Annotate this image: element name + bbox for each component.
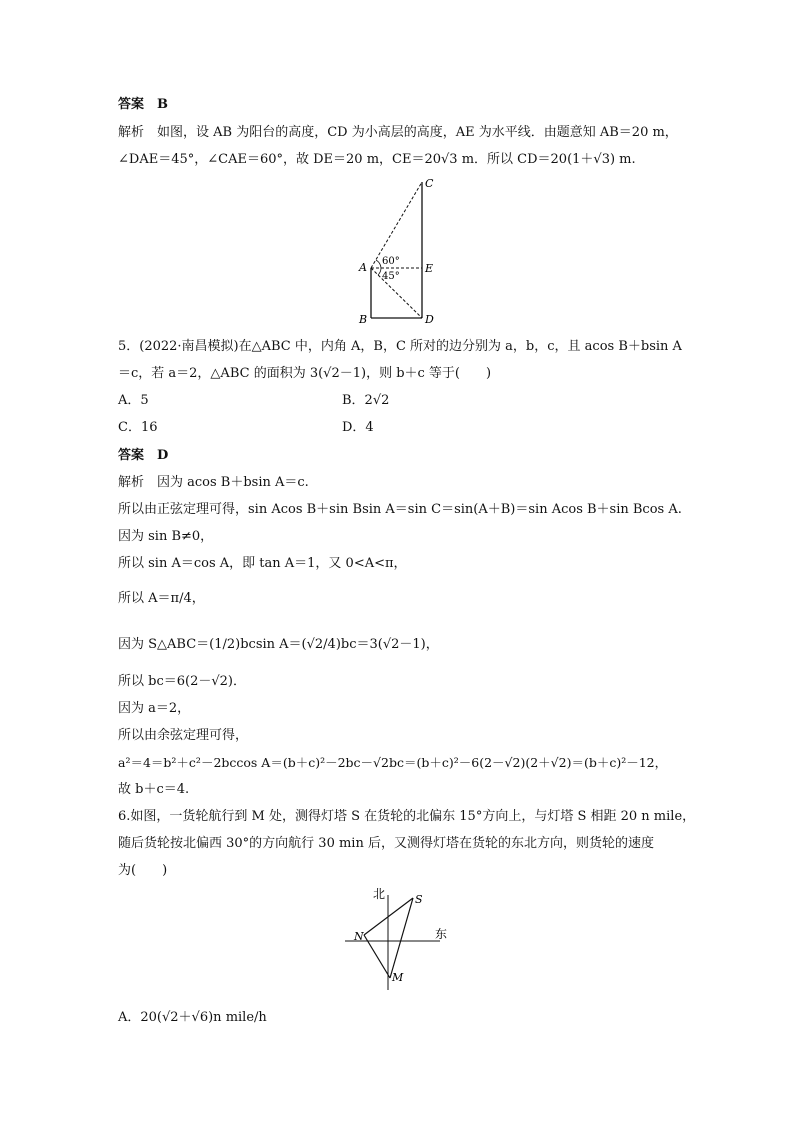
option-5-B: B．2√2: [342, 393, 390, 408]
label-angle-45: 45°: [382, 271, 400, 282]
question-5-line-2: ＝c，若 a＝2，△ABC 的面积为 3(√2－1)，则 b＋c 等于( ): [118, 366, 492, 381]
question-5-line-1: 5．(2022·南昌模拟)在△ABC 中，内角 A，B，C 所对的边分别为 a，b，c，且 acos B＋bsin A: [118, 339, 682, 354]
analysis-5-line-6: 因为 S△ABC＝(1/2)bcsin A＝(√2/4)bc＝3(√2－1)，: [118, 637, 439, 652]
analysis-5-line-10: a²＝4＝b²＋c²－2bccos A＝(b＋c)²－2bc－√2bc＝(b＋c)²－6(2－√2)(2＋√2)＝(b＋c)²－12，: [118, 755, 668, 770]
label-A: A: [359, 261, 367, 274]
figure-balcony-building: [350, 172, 450, 328]
analysis-5-line-8: 因为 a＝2，: [118, 701, 191, 716]
angle-arc-45: [378, 268, 381, 275]
analysis-5-line-9: 所以由余弦定理可得，: [118, 728, 249, 743]
analysis-5-line-5: 所以 A＝π/4，: [118, 591, 205, 606]
analysis-4-line-1: 解析 如图，设 AB 为阳台的高度，CD 为小高层的高度，AE 为水平线．由题意知 AB＝20 m，: [118, 125, 678, 140]
analysis-4-line-2: ∠DAE＝45°，∠CAE＝60°，故 DE＝20 m，CE＝20√3 m．所以 CD＝20(1＋√3) m.: [118, 152, 636, 167]
label-N: N: [354, 930, 364, 943]
label-C: C: [425, 177, 434, 190]
option-6-A: A．20(√2＋√6)n mile/h: [118, 1010, 267, 1025]
label-M: M: [392, 971, 404, 984]
answer-4: 答案 B: [118, 97, 168, 112]
label-angle-60: 60°: [382, 256, 400, 267]
option-5-D: D．4: [342, 420, 374, 435]
question-6-line-2: 随后货轮按北偏西 30°的方向航行 30 min 后，又测得灯塔在货轮的东北方向，则货轮的速度: [118, 836, 654, 851]
label-north: 北: [373, 887, 386, 901]
label-S: S: [415, 893, 423, 906]
analysis-5-line-4: 所以 sin A＝cos A，即 tan A＝1，又 0<A<π，: [118, 556, 407, 571]
option-5-A: A．5: [118, 393, 149, 408]
label-east: 东: [435, 927, 448, 941]
analysis-5-line-3: 因为 sin B≠0，: [118, 529, 214, 544]
analysis-5-line-7: 所以 bc＝6(2－√2)．: [118, 674, 246, 689]
figure-ship-lighthouse: [340, 885, 460, 995]
analysis-5-line-11: 故 b＋c＝4.: [118, 782, 190, 797]
analysis-5-line-2: 所以由正弦定理可得，sin Acos B＋sin Bsin A＝sin C＝sin(A＋B)＝sin Acos B＋sin Bcos A.: [118, 502, 682, 517]
analysis-5-line-1: 解析 因为 acos B＋bsin A＝c.: [118, 475, 309, 490]
label-E: E: [425, 262, 434, 275]
answer-5: 答案 D: [118, 448, 169, 463]
option-5-C: C．16: [118, 420, 158, 435]
angle-arc-60: [376, 260, 381, 268]
label-D: D: [425, 313, 434, 326]
question-6-line-1: 6.如图，一货轮航行到 M 处，测得灯塔 S 在货轮的北偏东 15°方向上，与灯塔 S 相距 20 n mile，: [118, 809, 696, 824]
question-6-line-3: 为( ): [118, 863, 168, 878]
label-B: B: [359, 313, 368, 326]
segment-MS: [390, 898, 413, 978]
